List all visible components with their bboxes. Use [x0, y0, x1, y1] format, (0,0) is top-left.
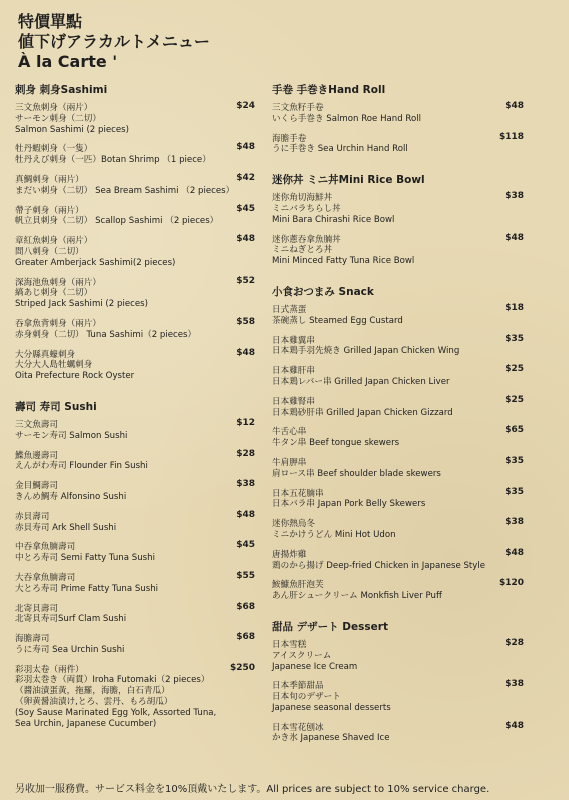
menu-item-text: 唐揚炸雞	[272, 549, 307, 560]
menu-item	[272, 455, 524, 480]
menu-item-text: 牛肩胛串	[272, 457, 307, 468]
menu-item-text: 日本鶏レバー串 Grilled Japan Chicken Liver	[272, 376, 450, 387]
menu-item	[272, 333, 524, 358]
menu-item-price: $55	[236, 570, 255, 581]
menu-item-text: ミニバラちらし丼	[272, 203, 341, 214]
menu-item	[15, 542, 255, 564]
menu-item-text: Mini Minced Fatty Tuna Rice Bowl	[272, 256, 415, 267]
menu-item-price: $120	[498, 578, 524, 589]
menu-item-text: 鶏のから揚げ Deep-fried Chicken in Japanese Style	[272, 560, 486, 571]
menu-item-text: 三文魚籽手卷	[272, 103, 324, 113]
menu-item-text: 間八刺身（二切）	[15, 246, 84, 257]
menu-item-text: 日本雞腎串	[272, 396, 315, 407]
menu-item-text: 日本旬のデザート	[272, 692, 341, 703]
menu-item	[272, 131, 524, 156]
menu-item-text: 赤貝寿司 Ark Shell Sushi	[15, 522, 117, 533]
menu-item-text: 牛タン串 Beef tongue skewers	[272, 438, 400, 449]
menu-item-text: 三文魚刺身（兩片）	[15, 103, 93, 113]
menu-item	[15, 172, 255, 197]
menu-title-french: À la Carte '	[18, 52, 118, 71]
menu-item-price: $48	[236, 142, 255, 153]
menu-item	[15, 662, 255, 730]
menu-item-text: 鮟鱇魚肝泡芙	[272, 580, 324, 591]
menu-item-text: 日本バラ串 Japan Pork Belly Skewers	[272, 499, 426, 510]
menu-item-text: 深海池魚刺身（兩片）	[15, 277, 101, 288]
menu-item-text: ミニねぎとろ丼	[272, 245, 333, 256]
menu-item-text: 日本鶏砂肝串 Grilled Japan Chicken Gizzard	[272, 407, 453, 418]
menu-item-price: $38	[505, 517, 524, 528]
menu-item	[15, 634, 255, 656]
menu-item-price: $68	[236, 601, 255, 612]
menu-item	[272, 302, 524, 327]
menu-item-text: 牡丹蝦刺身（一隻）	[15, 144, 93, 155]
menu-item-price: $35	[505, 486, 524, 497]
menu-item-price: $12	[236, 417, 255, 428]
section-heading: 刺身 刺身Sashimi	[15, 84, 108, 96]
menu-item	[15, 236, 255, 268]
menu-item-text: 日本雞翼串	[272, 335, 315, 346]
menu-item-text: ミニかけうどん Mini Hot Udon	[272, 529, 396, 540]
menu-item-price: $24	[236, 101, 255, 111]
menu-item-text: 北寄貝寿司Surf Clam Sushi	[15, 614, 127, 625]
menu-item-text: 大吞拿魚腩壽司	[15, 572, 76, 583]
menu-item	[272, 681, 522, 713]
menu-item-text: Mini Bara Chirashi Rice Bowl	[272, 214, 395, 225]
menu-item-price: $25	[505, 394, 524, 405]
menu-item	[272, 637, 524, 672]
menu-item	[272, 427, 522, 449]
section-heading: 甜品 デザート Dessert	[272, 620, 388, 633]
menu-item-price: $25	[505, 364, 524, 375]
menu-item-text: 彩羽太卷（兩件）	[15, 664, 84, 675]
menu-item-text: アイスクリーム	[272, 650, 332, 661]
menu-title	[18, 12, 210, 72]
menu-item-text: 章紅魚刺身（兩片）	[15, 236, 93, 247]
menu-item-text: 日本雞肝串	[272, 366, 315, 377]
left-column	[15, 80, 255, 744]
menu-item-price: $65	[505, 425, 524, 436]
menu-item-text: えんがわ寿司 Flounder Fin Sushi	[15, 461, 148, 472]
menu-item-price: $48	[505, 101, 524, 111]
section-heading: 壽司 寿司 Sushi	[15, 400, 97, 413]
menu-item	[272, 519, 522, 541]
menu-item	[272, 193, 522, 225]
menu-item-price: $38	[505, 679, 524, 690]
menu-item-text: うに手巻き Sea Urchin Hand Roll	[272, 144, 408, 155]
menu-item-price: $45	[236, 540, 255, 551]
menu-item-price: $118	[498, 131, 524, 142]
menu-item-text: 迷你熱烏冬	[272, 519, 315, 530]
menu-item-text: 日本五花腩串	[272, 488, 324, 499]
menu-item-text: 海膽壽司	[15, 634, 50, 645]
menu-item-price: $18	[505, 302, 524, 313]
menu-item-price: $38	[236, 479, 255, 490]
menu-item-price: $68	[236, 632, 255, 643]
menu-item	[15, 103, 255, 135]
menu-title-japanese: 値下げアラカルトメニュー	[18, 32, 210, 51]
menu-item	[15, 347, 255, 382]
menu-item	[272, 394, 524, 419]
menu-item-text: サーモン寿司 Salmon Sushi	[15, 430, 128, 441]
menu-item-price: $48	[505, 720, 524, 731]
menu-item-text: 真鯛刺身（兩片）	[15, 174, 84, 185]
menu-item-text: 縞あじ刺身（二切）	[15, 288, 93, 299]
menu-item	[15, 417, 255, 442]
menu-item-price: $35	[505, 455, 524, 466]
menu-item	[272, 720, 524, 745]
menu-item-text: 日本雪花刨冰	[272, 722, 324, 733]
menu-item-text: あん肝シュークリーム Monkfish Liver Puff	[272, 591, 442, 602]
menu-item-price: $52	[236, 275, 255, 286]
menu-item-text: Oita Prefecture Rock Oyster	[15, 371, 135, 382]
menu-item-text: 帶子刺身（兩片）	[15, 205, 84, 216]
menu-item-text: 茶碗蒸し Steamed Egg Custard	[272, 315, 403, 326]
menu-item-price: $48	[236, 234, 255, 245]
menu-item-price: $45	[236, 203, 255, 214]
menu-item-price: $48	[505, 232, 524, 243]
menu-item-text: 鰈魚邊壽司	[15, 450, 58, 461]
menu-item	[15, 203, 255, 228]
menu-item-text: 金目鯛壽司	[15, 481, 58, 492]
menu-item-text: サーモン刺身（二切）	[15, 113, 101, 124]
menu-item-price: $35	[505, 333, 524, 344]
menu-item	[272, 366, 522, 388]
menu-item-text: 彩羽太巻き（両貫）Iroha Futomaki（2 pieces）	[15, 675, 210, 686]
menu-item-text: きんめ鯛寿 Alfonsino Sushi	[15, 491, 127, 502]
menu-item-text: 吞拿魚背刺身（兩片）	[15, 318, 101, 329]
menu-item-price: $38	[505, 191, 524, 202]
menu-item-text: 大とろ寿司 Prime Fatty Tuna Sushi	[15, 583, 159, 594]
menu-item-text: うに寿司 Sea Urchin Sushi	[15, 644, 125, 655]
menu-item-text: まだい刺身（二切） Sea Bream Sashimi （2 pieces）	[15, 185, 235, 196]
menu-item-text: Striped Jack Sashimi (2 pieces)	[15, 299, 148, 310]
menu-item-text: 中とろ寿司 Semi Fatty Tuna Sushi	[15, 553, 155, 564]
menu-item	[272, 486, 524, 511]
section-heading: 迷你丼 ミニ丼Mini Rice Bowl	[272, 174, 425, 187]
menu-item-text: 牛舌心串	[272, 427, 307, 438]
menu-item-text: Japanese Ice Cream	[272, 661, 358, 672]
menu-item	[15, 275, 255, 310]
menu-item-text: 中吞拿魚腩壽司	[15, 542, 76, 553]
menu-item-price: $48	[236, 347, 255, 358]
menu-item	[15, 448, 255, 473]
menu-item-price: $42	[236, 172, 255, 183]
menu-item-text: 海膽手卷	[272, 133, 307, 144]
menu-item-text: 三文魚壽司	[15, 419, 58, 430]
menu-item-text: Greater Amberjack Sashimi(2 pieces)	[15, 257, 176, 268]
menu-item-text: 迷你蔥吞拿魚腩丼	[272, 234, 341, 245]
right-column	[272, 80, 522, 759]
service-charge-note: 另收加一服務費。サービス料金を10%頂戴いたします。All prices are subject to 10% service charge.	[15, 784, 490, 795]
menu-item-text: 牡丹えび刺身（一匹）Botan Shrimp （1 piece）	[15, 155, 211, 166]
menu-item-price: $58	[236, 316, 255, 327]
menu-item-text: 肩ロース串 Beef shoulder blade skewers	[272, 468, 441, 479]
menu-item-text: (Soy Sause Marinated Egg Yolk, Assorted Tuna,	[15, 707, 217, 718]
menu-item	[272, 103, 522, 125]
menu-item-price: $28	[505, 637, 524, 648]
menu-item-text: 帆立貝刺身（二切） Scallop Sashimi （2 pieces）	[15, 216, 219, 227]
menu-item	[15, 481, 255, 503]
menu-item-text: 日本鶏手羽先焼き Grilled Japan Chicken Wing	[272, 346, 460, 357]
menu-item	[272, 232, 524, 267]
menu-item-price: $250	[229, 662, 255, 673]
menu-item-text: 日本雪糕	[272, 639, 307, 650]
menu-item-text: 迷你角切海鮮丼	[272, 193, 333, 204]
menu-item-text: 大分大人島牡蠣刺身	[15, 360, 93, 371]
menu-item-text: Salmon Sashimi (2 pieces)	[15, 124, 129, 135]
menu-item-text: 赤貝壽司	[15, 511, 50, 522]
section-heading: 小食おつまみ Snack	[272, 285, 374, 298]
menu-item-text: Sea Urchin, Japanese Cucumber)	[15, 718, 157, 729]
menu-item-text: 北寄貝壽司	[15, 603, 58, 614]
menu-title-chinese: 特價單點	[18, 12, 83, 31]
menu-item-price: $28	[236, 448, 255, 459]
menu-item-text: 大分縣真蠔刺身	[15, 349, 76, 360]
menu-item-text: Japanese seasonal desserts	[272, 702, 391, 713]
menu-item	[15, 570, 255, 595]
menu-item-text: かき氷 Japanese Shaved Ice	[272, 733, 390, 744]
menu-item	[15, 509, 255, 534]
menu-item-text: （醬油漬蛋黃，拖羅，海膽，白石青瓜）	[15, 686, 170, 697]
menu-item-text: いくら手巻き Salmon Roe Hand Roll	[272, 113, 422, 124]
menu-item-text: （卵黄醤油漬け,とろ、雲丹、もろ胡瓜）	[15, 697, 173, 708]
menu-item	[15, 601, 255, 626]
menu-item	[272, 580, 522, 602]
menu-item	[15, 316, 255, 341]
menu-item-text: 日本季節甜品	[272, 681, 324, 692]
menu-item	[15, 144, 255, 166]
menu-item-price: $48	[236, 509, 255, 520]
menu-item-text: 日式蒸蛋	[272, 304, 307, 315]
menu-item-price: $48	[505, 547, 524, 558]
menu-item	[272, 547, 524, 572]
section-heading: 手卷 手巻きHand Roll	[272, 84, 386, 96]
menu-item-text: 赤身刺身（二切） Tuna Sashimi（2 pieces）	[15, 329, 197, 340]
